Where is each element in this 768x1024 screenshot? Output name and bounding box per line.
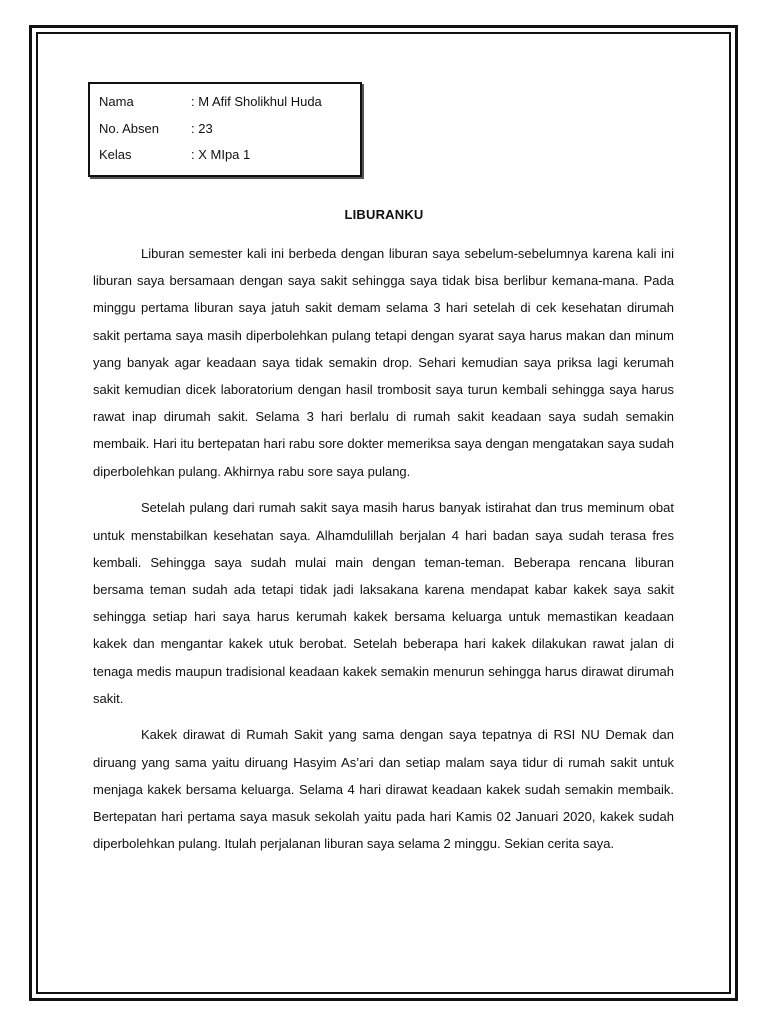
name-row xyxy=(99,94,360,121)
kelas-row xyxy=(99,147,360,174)
paragraph-1: Liburan semester kali ini berbeda dengan liburan saya sebelum-sebelumnya karena kali ini liburan saya bersamaan dengan saya sakit sehingga saya tidak bisa berlibur kemana-mana. Pada minggu pertama liburan saya jatuh sakit demam selama 3 hari setelah di cek kesehatan dirumah sakit pertama saya masih diperbolehkan pulang tetapi dengan syarat saya harus makan dan minum yang banyak agar keadaan saya tidak semakin drop. Sehari kemudian saya priksa lagi kerumah sakit kemudian dicek laboratorium dengan hasil trombosit saya turun kembali sehingga saya harus rawat inap dirumah sakit. Selama 3 hari berlalu di rumah sakit keadaan saya sudah semakin membaik. Hari itu bertepatan hari rabu sore dokter memeriksa saya dengan mengatakan saya sudah diperbolehkan pulang. Akhirnya rabu sore saya pulang. xyxy=(93,246,674,479)
absen-label: No. Absen xyxy=(99,120,159,136)
essay-body xyxy=(93,240,674,867)
absen-row xyxy=(99,121,360,148)
absen-value: : 23 xyxy=(191,120,213,136)
kelas-value: : X MIpa 1 xyxy=(191,147,251,162)
essay-title: LIBURANKU xyxy=(344,207,424,222)
paragraph-3: Kakek dirawat di Rumah Sakit yang sama dengan saya tepatnya di RSI NU Demak dan diruang yang sama yaitu diruang Hasyim As’ari dan setiap malam saya tidur di rumah sakit untuk menjaga kakek bersama keluarga. Selama 4 hari dirawat keadaan kakek sudah semakin membaik. Bertepatan hari pertama saya masuk sekolah yaitu pada hari Kamis 02 Januari 2020, kakek sudah diperbolehkan pulang. Itulah perjalanan liburan saya selama 2 minggu. Sekian cerita saya. xyxy=(93,727,674,852)
name-label: Nama xyxy=(99,94,134,109)
paragraph-2: Setelah pulang dari rumah sakit saya masih harus banyak istirahat dan trus meminum obat untuk menstabilkan kesehatan saya. Alhamdulillah berjalan 4 hari badan saya sudah terasa fres kembali. Sehingga saya sudah mulai main dengan teman-teman. Beberapa rencana liburan bersama teman sudah ada tetapi tidak jadi laksakana karena mendapat kabar kakek saya sakit sehingga setiap hari saya harus kerumah kakek bersama keluarga untuk memastikan keadaan kakek dan mengantar kakek utuk berobat. Setelah beberapa hari kakek dilakukan rawat jalan di tenaga medis maupun tradisional keadaan kakek semakin menurun sehingga harus dirawat dirumah sakit. xyxy=(93,500,674,706)
name-value: : M Afif Sholikhul Huda xyxy=(191,94,322,109)
student-info-box xyxy=(88,82,362,177)
kelas-label: Kelas xyxy=(99,147,132,162)
